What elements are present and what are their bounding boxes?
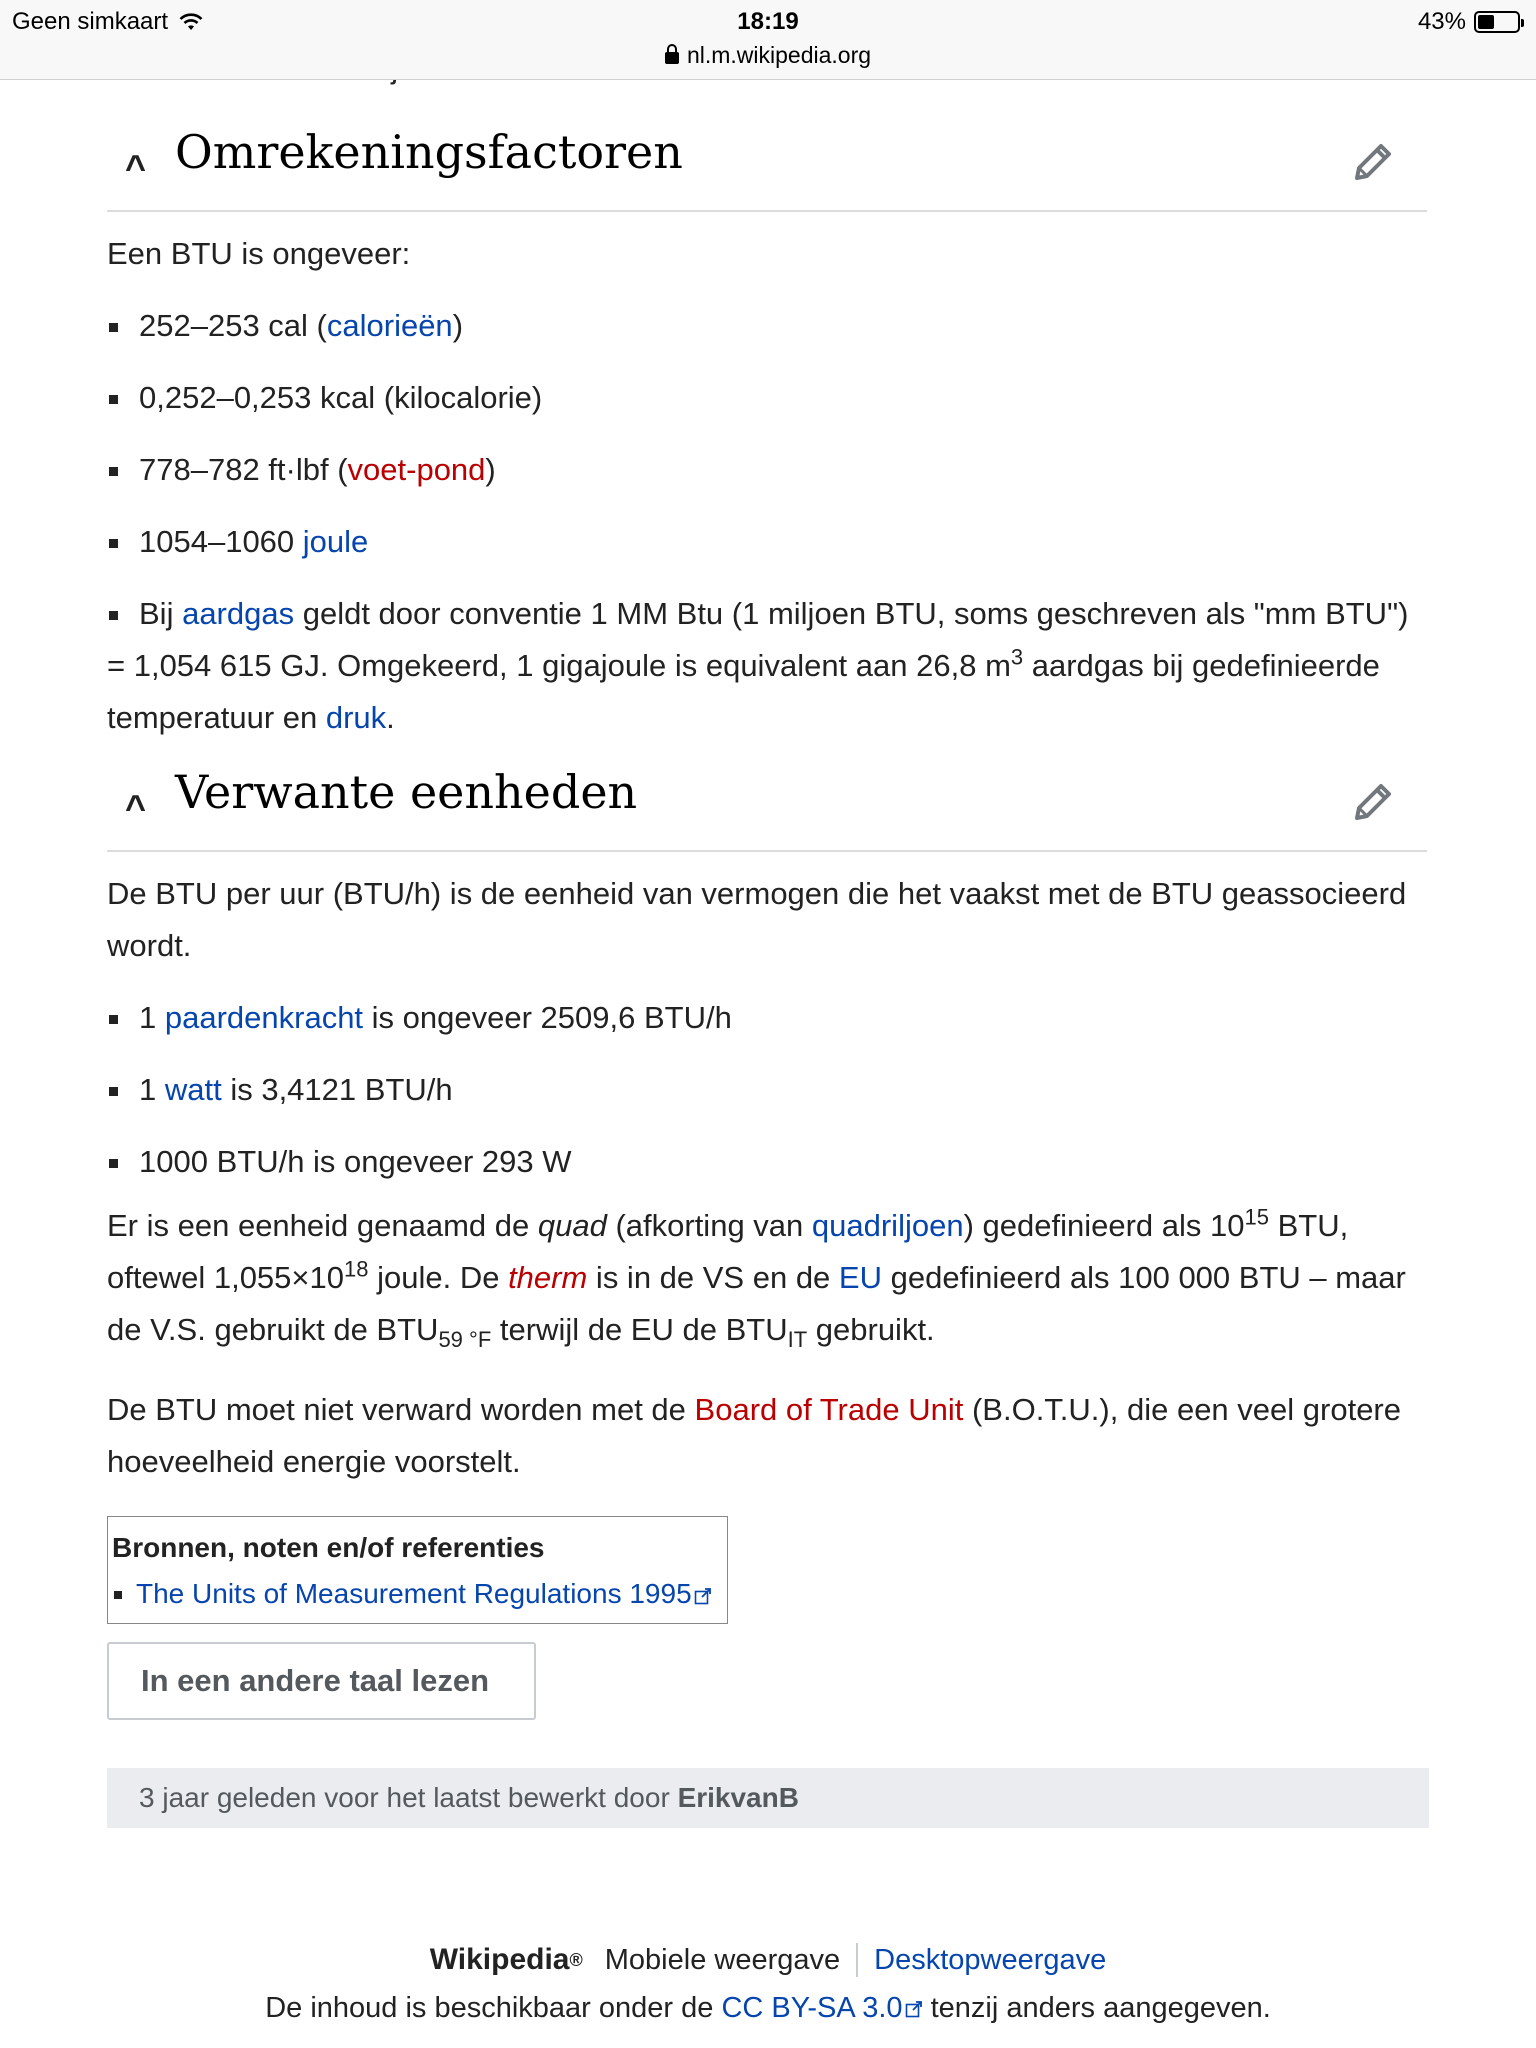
mobile-view-label: Mobiele weergave: [604, 1943, 841, 1976]
wikipedia-wordmark: Wikipedia: [429, 1943, 570, 1976]
footer: [0, 1940, 1536, 2025]
read-in-other-language-button[interactable]: In een andere taal lezen: [107, 1642, 536, 1720]
link-paardenkracht[interactable]: paardenkracht: [164, 1000, 364, 1035]
desktop-view-link[interactable]: Desktopweergave: [874, 1943, 1107, 1976]
paragraph-botu: De BTU moet niet verward worden met de Board of Trade Unit (B.O.T.U.), die een veel grotere hoeveelheid energie voorstelt.: [107, 1392, 1401, 1479]
section-intro: Een BTU is ongeveer:: [107, 236, 411, 271]
edit-pencil-icon[interactable]: [1349, 778, 1397, 826]
last-edited-bar[interactable]: 3 jaar geleden voor het laatst bewerkt door ErikvanB: [107, 1768, 1429, 1828]
license-line: De inhoud is beschikbaar onder de CC BY-SA 3.0 tenzij anders aangegeven.: [265, 1992, 1271, 2024]
clock: 18:19: [737, 8, 799, 35]
link-watt[interactable]: watt: [164, 1072, 222, 1107]
lock-icon: [665, 52, 679, 64]
references-title: Bronnen, noten en/of referenties: [112, 1532, 545, 1563]
link-druk[interactable]: druk: [325, 700, 387, 735]
carrier-label: Geen simkaart: [12, 8, 169, 35]
link-aardgas[interactable]: aardgas: [182, 596, 295, 631]
list-item: 0,252–0,253 kcal (kilocalorie): [107, 372, 1427, 424]
list-item: 1054–1060 joule: [107, 516, 1427, 568]
list-item: 1 paardenkracht is ongeveer 2509,6 BTU/h: [107, 992, 1427, 1044]
last-editor-username[interactable]: ErikvanB: [677, 1782, 799, 1813]
list-item: 1 watt is 3,4121 BTU/h: [107, 1064, 1427, 1116]
references-box: [107, 1516, 728, 1624]
collapse-chevron-icon[interactable]: ^: [125, 787, 147, 828]
related-units-list: [107, 992, 1427, 1188]
list-item: 1000 BTU/h is ongeveer 293 W: [107, 1136, 1427, 1188]
battery-percent: 43%: [1417, 8, 1466, 35]
list-item: Bij aardgas geldt door conventie 1 MM Btu (1 miljoen BTU, soms geschreven als "mm BTU") = 1,054 615 GJ. Omgekeerd, 1 gigajoule is equivalent aan 26,8 $m^3$ aardgas bij gedefinieerde temperatuur en druk.: [107, 588, 1427, 744]
reference-link[interactable]: The Units of Measurement Regulations 1995: [136, 1578, 692, 1609]
paragraph-quad: Er is een eenheid genaamd de quad (afkorting van quadriljoen) gedefinieerd als $10^{15}$ BTU, oftewel $1,055\times 10^{18}$ joule. De therm is in de VS en de EU gedefinieerd als 100 000 BTU – maar de V.S. gebruikt de $BTU_{59 ^\circ F}$ terwijl de EU de $BTU_{IT}$ gebruikt.: [107, 1204, 1406, 1353]
footer-links: Wikipedia ® Mobiele weergave Desktopweergave: [429, 1943, 1107, 1976]
url-text: nl.m.wikipedia.org: [686, 42, 872, 68]
status-bar: [0, 0, 1536, 80]
link-board-of-trade-unit[interactable]: Board of Trade Unit: [694, 1392, 964, 1427]
battery-icon: [1474, 11, 1520, 33]
license-link[interactable]: CC BY-SA 3.0: [721, 1992, 903, 2024]
link-voet-pond[interactable]: voet-pond: [347, 452, 486, 487]
section-header-verwante-eenheden[interactable]: [107, 752, 1427, 852]
section-intro: De BTU per uur (BTU/h) is de eenheid van vermogen die het vaakst met de BTU geassocieerd wordt.: [107, 876, 1407, 963]
link-eu[interactable]: EU: [838, 1260, 882, 1295]
battery-fill: [1478, 15, 1494, 29]
section-title: Omrekeningsfactoren: [175, 125, 683, 179]
link-therm[interactable]: therm: [508, 1260, 588, 1295]
section-title: Verwante eenheden: [175, 765, 638, 819]
external-link-icon: [694, 1587, 712, 1605]
link-joule[interactable]: joule: [302, 524, 369, 559]
link-quadriljoen[interactable]: quadriljoen: [811, 1208, 964, 1243]
conversion-list: [107, 300, 1427, 744]
section-header-omrekeningsfactoren[interactable]: [107, 112, 1427, 212]
link-calorieen[interactable]: calorieën: [326, 308, 453, 343]
collapse-chevron-icon[interactable]: ^: [125, 147, 147, 188]
list-item: 252–253 cal (calorieën): [107, 300, 1427, 352]
list-item: 778–782 ft·lbf (voet-pond): [107, 444, 1427, 496]
article-content: [107, 112, 1427, 1828]
footer-divider: [856, 1943, 858, 1977]
status-right: [1418, 8, 1520, 36]
external-link-icon: [905, 2000, 923, 2018]
edit-pencil-icon[interactable]: [1349, 138, 1397, 186]
url-bar[interactable]: [0, 42, 1536, 69]
reference-item: [112, 1571, 723, 1617]
